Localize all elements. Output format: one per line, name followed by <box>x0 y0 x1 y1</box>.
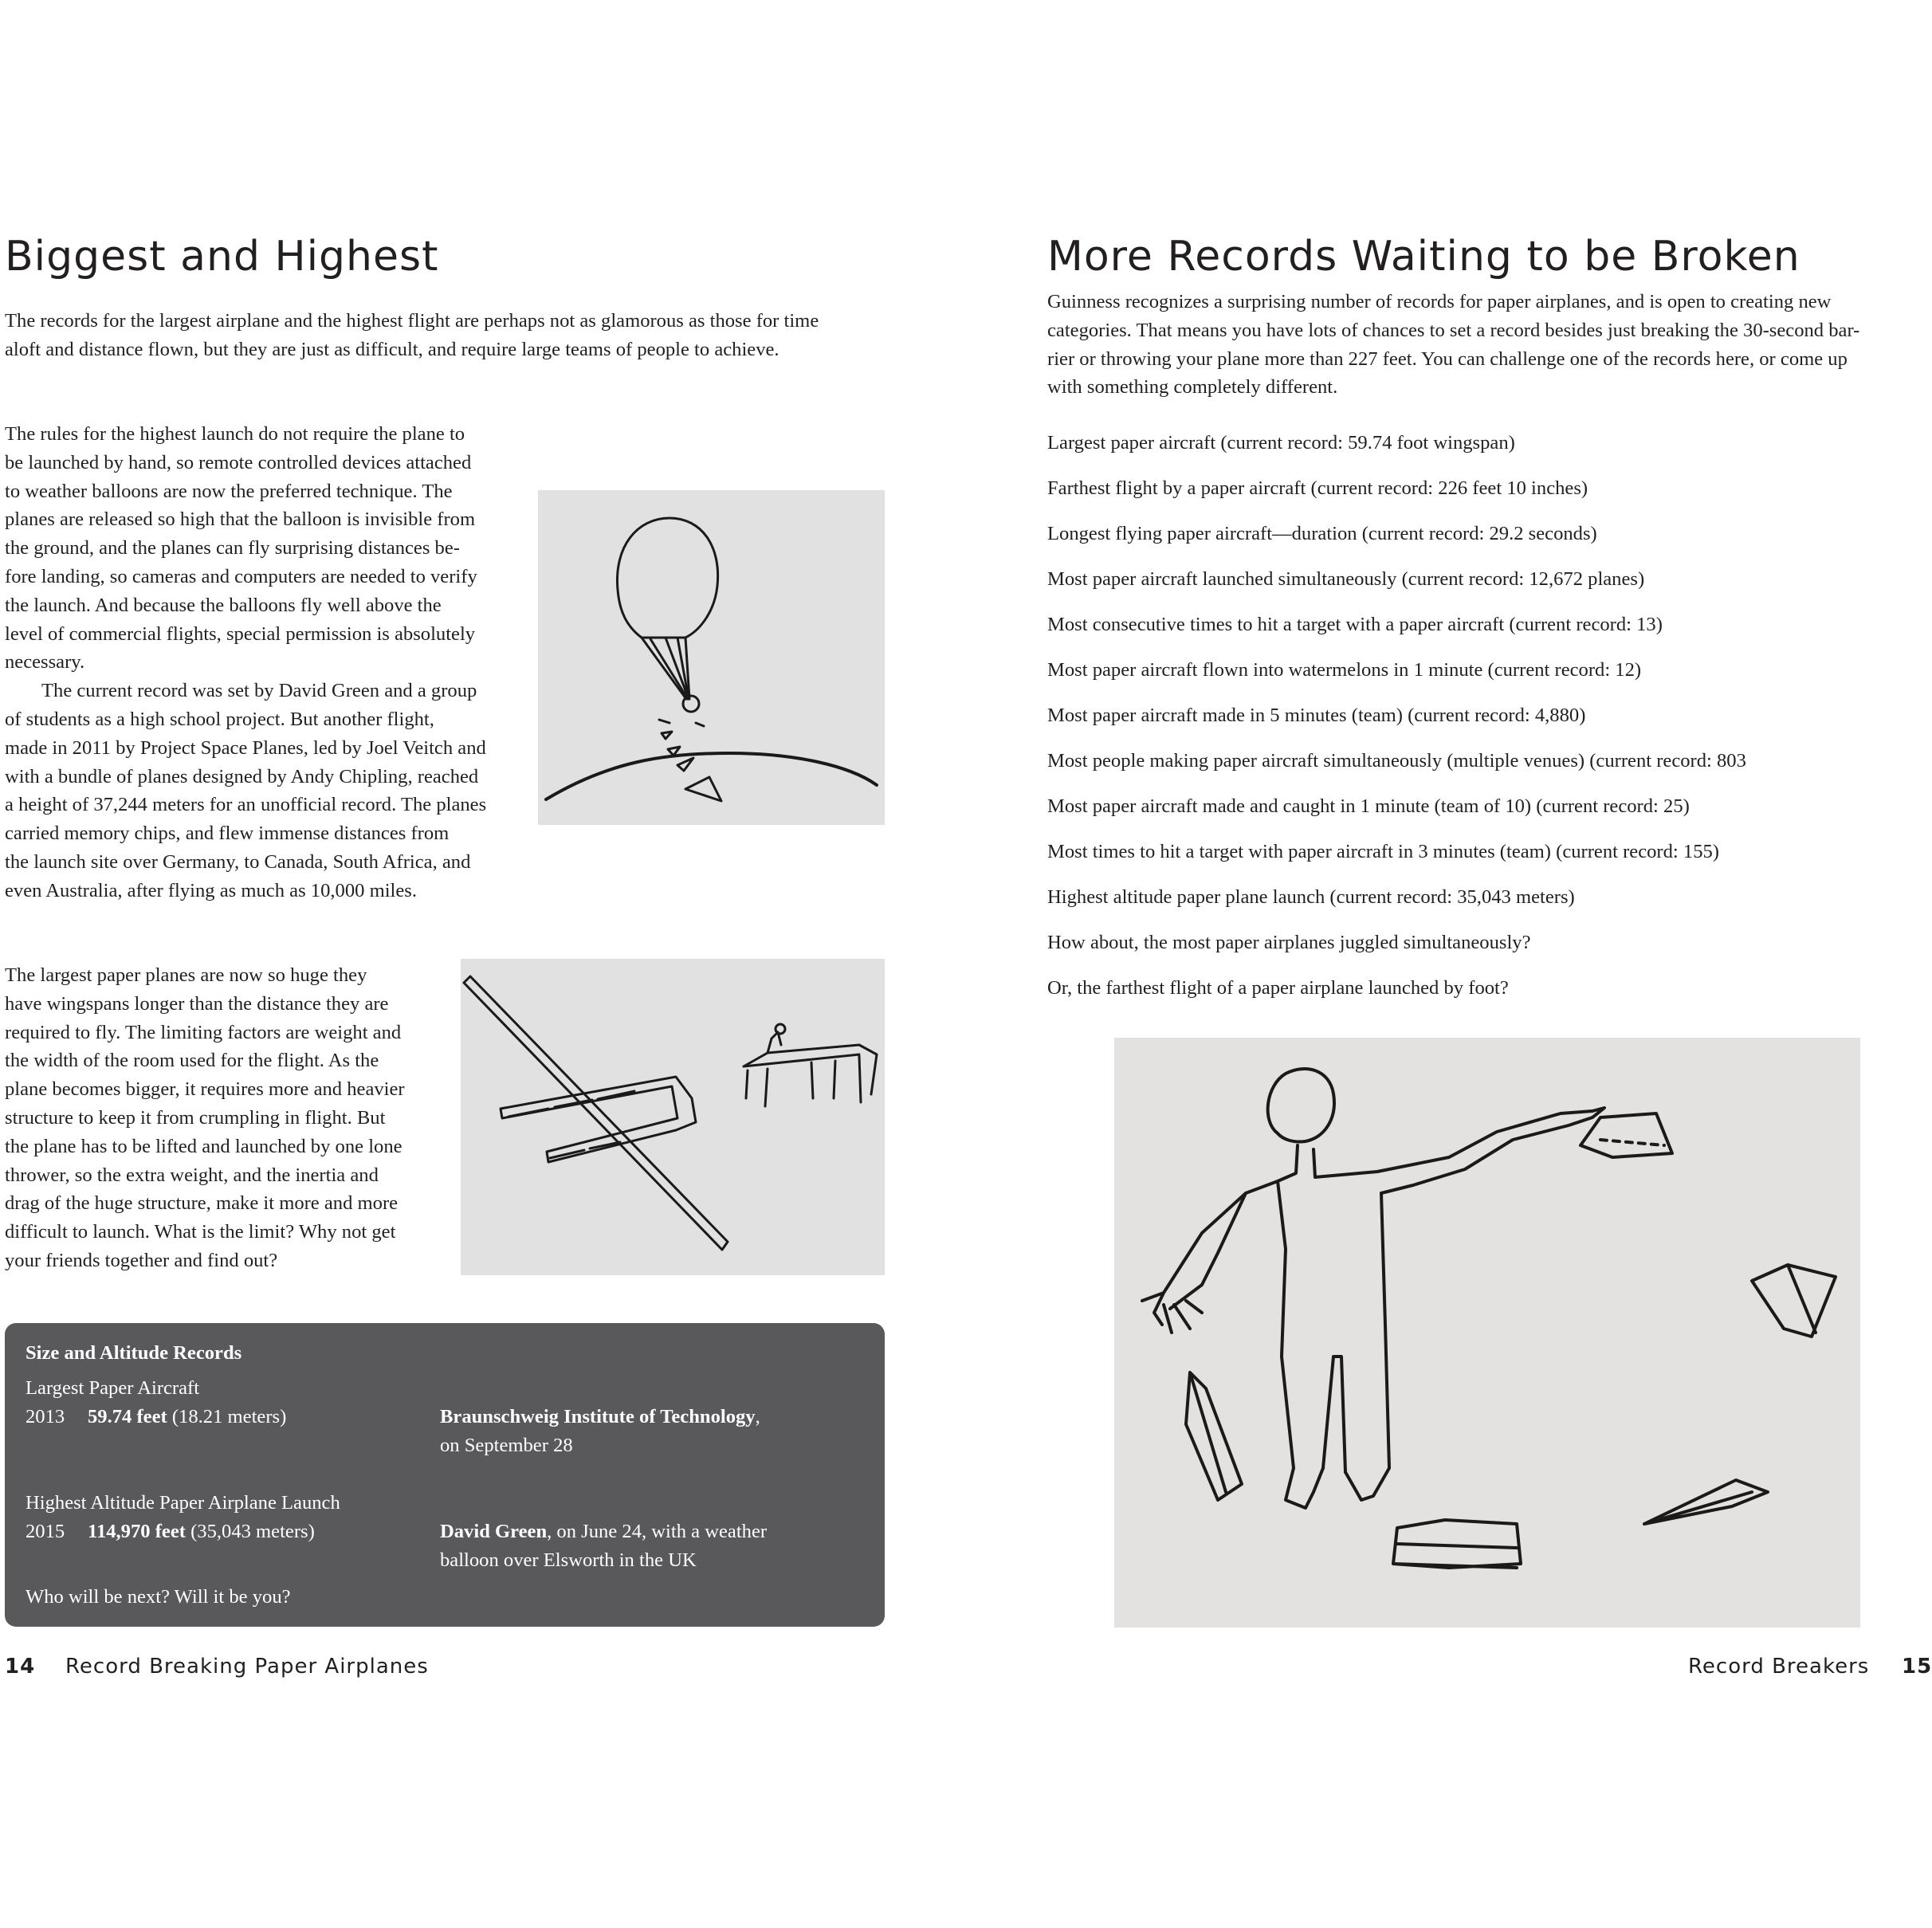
text-line: the launch site over Germany, to Canada, South Africa, and <box>5 850 471 873</box>
text-line: the plane has to be lifted and launched by one lone <box>5 1135 402 1157</box>
text-line: Guinness recognizes a surprising number of records for paper airplanes, and is open to creating new <box>1047 291 1832 312</box>
text-line: a height of 37,244 meters for an unofficial record. The planes <box>5 794 487 816</box>
text-line: required to fly. The limiting factors are weight and <box>5 1021 402 1043</box>
text-line: The current record was set by David Green and a group <box>41 680 477 702</box>
list-item: Most times to hit a target with paper aircraft in 3 minutes (team) (current record: 155) <box>1047 841 1719 862</box>
text-line: rier or throwing your plane more than 227 feet. You can challenge one of the records here, or come up <box>1047 348 1848 370</box>
text-line: categories. That means you have lots of chances to set a record besides just breaking the 30-second bar- <box>1047 319 1860 341</box>
text-line: with something completely different. <box>1047 376 1338 399</box>
largest-planes-paragraph <box>5 961 405 1275</box>
text-line: necessary. <box>5 651 85 673</box>
record2-date: balloon over Elsworth in the UK <box>440 1549 697 1571</box>
person-throwing-planes-sketch <box>1114 1038 1860 1628</box>
text-line: fore landing, so cameras and computers are needed to verify <box>5 565 477 587</box>
record1-value: 59.74 feet <box>88 1406 167 1427</box>
record1-year: 2013 <box>26 1406 65 1427</box>
records-box-closing: Who will be next? Will it be you? <box>26 1586 291 1608</box>
list-item: Longest flying paper aircraft—duration (current record: 29.2 seconds) <box>1047 523 1597 544</box>
text-line: difficult to launch. What is the limit? Why not get <box>5 1221 396 1243</box>
text-line: of students as a high school project. But another flight, <box>5 708 434 730</box>
record2-metric: (35,043 meters) <box>185 1521 315 1542</box>
text-line: with a bundle of planes designed by Andy Chipling, reached <box>5 765 479 787</box>
text-line: the launch. And because the balloons fly well above the <box>5 594 442 616</box>
list-item: Most consecutive times to hit a target with a paper aircraft (current record: 13) <box>1047 614 1663 635</box>
right-intro-paragraph <box>1047 288 1859 402</box>
text-line: The records for the largest airplane and the highest flight are perhaps not as glamorous as those for time <box>5 310 819 332</box>
records-box-heading: Size and Altitude Records <box>26 1342 242 1364</box>
text-line: planes are released so high that the balloon is invisible from <box>5 509 476 531</box>
record1-date: on September 28 <box>440 1435 573 1456</box>
highest-launch-paragraph <box>5 420 486 905</box>
text-line: drag of the huge structure, make it more and more <box>5 1192 399 1215</box>
record1-holder: Braunschweig Institute of Technology <box>440 1406 756 1427</box>
list-item: How about, the most paper airplanes juggled simultaneously? <box>1047 932 1531 953</box>
record1-metric: (18.21 meters) <box>167 1406 287 1427</box>
text-line: the ground, and the planes can fly surprising distances be- <box>5 537 460 560</box>
record2-value: 114,970 feet <box>88 1521 186 1542</box>
text-line: made in 2011 by Project Space Planes, led by Joel Veitch and <box>5 736 486 759</box>
left-page-number: 14 <box>5 1655 36 1679</box>
record2-year: 2015 <box>26 1521 65 1542</box>
record1-label: Largest Paper Aircraft <box>26 1377 200 1399</box>
text-line: level of commercial flights, special permission is absolutely <box>5 622 476 645</box>
left-intro-paragraph <box>5 307 819 364</box>
text-line: structure to keep it from crumpling in flight. But <box>5 1106 386 1129</box>
record1-holder-line <box>440 1406 760 1428</box>
list-item: Largest paper aircraft (current record: 59.74 foot wingspan) <box>1047 432 1515 454</box>
text-line: plane becomes bigger, it requires more and heavier <box>5 1078 405 1101</box>
text-line: have wingspans longer than the distance they are <box>5 992 389 1015</box>
record1-holder-suffix: , <box>755 1406 760 1427</box>
list-item: Most paper aircraft made and caught in 1 minute (team of 10) (current record: 25) <box>1047 795 1690 817</box>
record2-holder: David Green <box>440 1521 548 1542</box>
size-altitude-records-box <box>5 1323 885 1627</box>
text-line: your friends together and find out? <box>5 1249 278 1271</box>
text-line: to weather balloons are now the preferred technique. The <box>5 480 453 502</box>
right-page-title: More Records Waiting to be Broken <box>1047 233 1800 281</box>
text-line: carried memory chips, and flew immense distances from <box>5 823 450 845</box>
text-line: aloft and distance flown, but they are just as difficult, and require large teams of people to achieve. <box>5 338 779 360</box>
text-line: The largest paper planes are now so huge they <box>5 964 367 986</box>
balloon-sketch-drawing <box>538 490 885 825</box>
text-line: be launched by hand, so remote controlled devices attached <box>5 451 472 473</box>
record1-measure <box>88 1406 286 1428</box>
list-item: Or, the farthest flight of a paper airplane launched by foot? <box>1047 977 1509 999</box>
list-item: Highest altitude paper plane launch (current record: 35,043 meters) <box>1047 886 1575 908</box>
list-item: Most paper aircraft made in 5 minutes (team) (current record: 4,880) <box>1047 705 1586 726</box>
record2-measure <box>88 1521 315 1543</box>
large-plane-sketch <box>461 959 885 1275</box>
right-page-number: 15 <box>1902 1655 1932 1679</box>
record2-holder-suffix: , on June 24, with a weather <box>547 1521 768 1542</box>
left-running-title: Record Breaking Paper Airplanes <box>65 1655 429 1679</box>
text-line: thrower, so the extra weight, and the inertia and <box>5 1164 379 1186</box>
person-sketch-drawing <box>1114 1038 1860 1628</box>
balloon-launch-sketch <box>538 490 885 825</box>
text-line: the width of the room used for the flight. As the <box>5 1050 379 1072</box>
right-running-title: Record Breakers <box>1688 1655 1870 1679</box>
record2-holder-line <box>440 1521 767 1543</box>
text-line: even Australia, after flying as much as 10,000 miles. <box>5 879 418 901</box>
left-page-title: Biggest and Highest <box>5 233 439 281</box>
text-line: The rules for the highest launch do not require the plane to <box>5 423 465 445</box>
list-item: Most paper aircraft flown into watermelons in 1 minute (current record: 12) <box>1047 659 1642 681</box>
large-plane-drawing <box>461 959 885 1275</box>
record2-label: Highest Altitude Paper Airplane Launch <box>26 1492 340 1514</box>
list-item: Most paper aircraft launched simultaneously (current record: 12,672 planes) <box>1047 568 1645 590</box>
list-item: Farthest flight by a paper aircraft (current record: 226 feet 10 inches) <box>1047 477 1588 499</box>
list-item: Most people making paper aircraft simultaneously (multiple venues) (current record: 803 <box>1047 750 1746 772</box>
